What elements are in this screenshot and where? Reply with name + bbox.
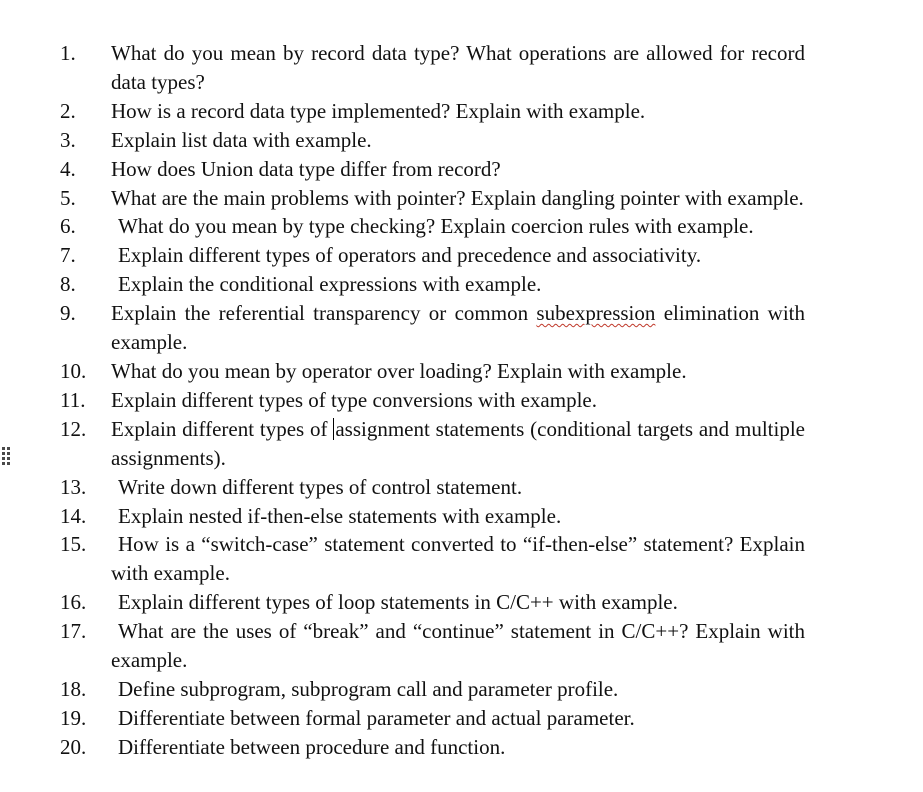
list-item-number: 14. xyxy=(60,503,87,528)
list-item-text: What do you mean by record data type? What operations are allowed for record data types? xyxy=(111,41,805,94)
list-item-text: Explain list data with example. xyxy=(111,127,372,152)
list-item-number: 20. xyxy=(60,734,87,759)
list-item-text: What do you mean by type checking? Explain coercion rules with example. xyxy=(118,214,754,239)
list-item-number: 18. xyxy=(60,676,87,701)
list-item[interactable] xyxy=(0,241,923,270)
list-item-number: 10. xyxy=(60,358,87,383)
list-item-text: Explain nested if-then-else statements with example. xyxy=(118,503,562,528)
list-item-number: 11. xyxy=(60,387,86,412)
list-item-number: 19. xyxy=(60,705,87,730)
list-item[interactable] xyxy=(0,386,923,415)
list-item[interactable] xyxy=(0,617,923,675)
list-item-text: What do you mean by operator over loading? Explain with example. xyxy=(111,358,687,383)
list-item-text xyxy=(111,299,805,357)
list-item-number: 12. xyxy=(60,416,87,441)
list-item[interactable] xyxy=(0,270,923,299)
list-item[interactable] xyxy=(0,97,923,126)
list-item-number: 9. xyxy=(60,301,76,326)
list-item-text: Differentiate between formal parameter and actual parameter. xyxy=(118,705,635,730)
list-item[interactable] xyxy=(0,299,923,357)
list-item[interactable] xyxy=(0,126,923,155)
list-item[interactable] xyxy=(0,415,923,473)
list-item[interactable] xyxy=(0,39,923,97)
list-item[interactable] xyxy=(0,733,923,762)
list-item-number: 3. xyxy=(60,127,76,152)
list-item-number: 15. xyxy=(60,532,87,557)
list-item[interactable] xyxy=(0,502,923,531)
list-item-text: Explain different types of type conversions with example. xyxy=(111,387,597,412)
spellcheck-flagged-word[interactable]: subexpression xyxy=(536,301,656,326)
list-item[interactable] xyxy=(0,357,923,386)
list-item[interactable] xyxy=(0,155,923,184)
list-item-text: Explain different types of loop statements in C/C++ with example. xyxy=(118,590,678,615)
list-item-number: 7. xyxy=(60,243,76,268)
list-item-text: Explain different types of operators and precedence and associativity. xyxy=(118,243,702,268)
list-item-text: Explain the conditional expressions with example. xyxy=(118,272,542,297)
list-item[interactable] xyxy=(0,588,923,617)
list-item-text: Differentiate between procedure and function. xyxy=(118,734,506,759)
list-item-text xyxy=(111,415,805,473)
list-item-number: 17. xyxy=(60,619,87,644)
text-segment: Explain different types of xyxy=(111,416,334,441)
list-item-number: 6. xyxy=(60,214,76,239)
list-item-text: How is a “switch-case” statement converted to “if-then-else” statement? Explain with example. xyxy=(111,532,805,586)
list-item[interactable] xyxy=(0,473,923,502)
list-item-text: Define subprogram, subprogram call and parameter profile. xyxy=(118,676,619,701)
list-item-number: 1. xyxy=(60,41,76,65)
list-item[interactable] xyxy=(0,675,923,704)
list-item-number: 5. xyxy=(60,185,76,210)
list-item-number: 16. xyxy=(60,590,87,615)
list-item[interactable] xyxy=(0,530,923,588)
list-item-text: How is a record data type implemented? Explain with example. xyxy=(111,98,646,123)
list-item-number: 8. xyxy=(60,272,76,297)
list-item-number: 4. xyxy=(60,156,76,181)
question-list xyxy=(0,39,923,762)
list-item[interactable] xyxy=(0,184,923,213)
text-segment: elimination with example. xyxy=(111,301,806,355)
list-item-text: What are the uses of “break” and “continue” statement in C/C++? Explain with example. xyxy=(111,619,805,673)
list-item-number: 2. xyxy=(60,98,76,123)
list-item-text: What are the main problems with pointer? Explain dangling pointer with example. xyxy=(111,185,804,210)
text-segment: Explain the referential transparency or common xyxy=(111,301,537,326)
list-item[interactable] xyxy=(0,704,923,733)
text-segment: assignment statements (conditional targets and multiple assignments). xyxy=(111,416,805,470)
list-item[interactable] xyxy=(0,212,923,241)
list-item-text: How does Union data type differ from record? xyxy=(111,156,501,181)
list-item-text: Write down different types of control statement. xyxy=(118,474,523,499)
list-item-number: 13. xyxy=(60,474,87,499)
